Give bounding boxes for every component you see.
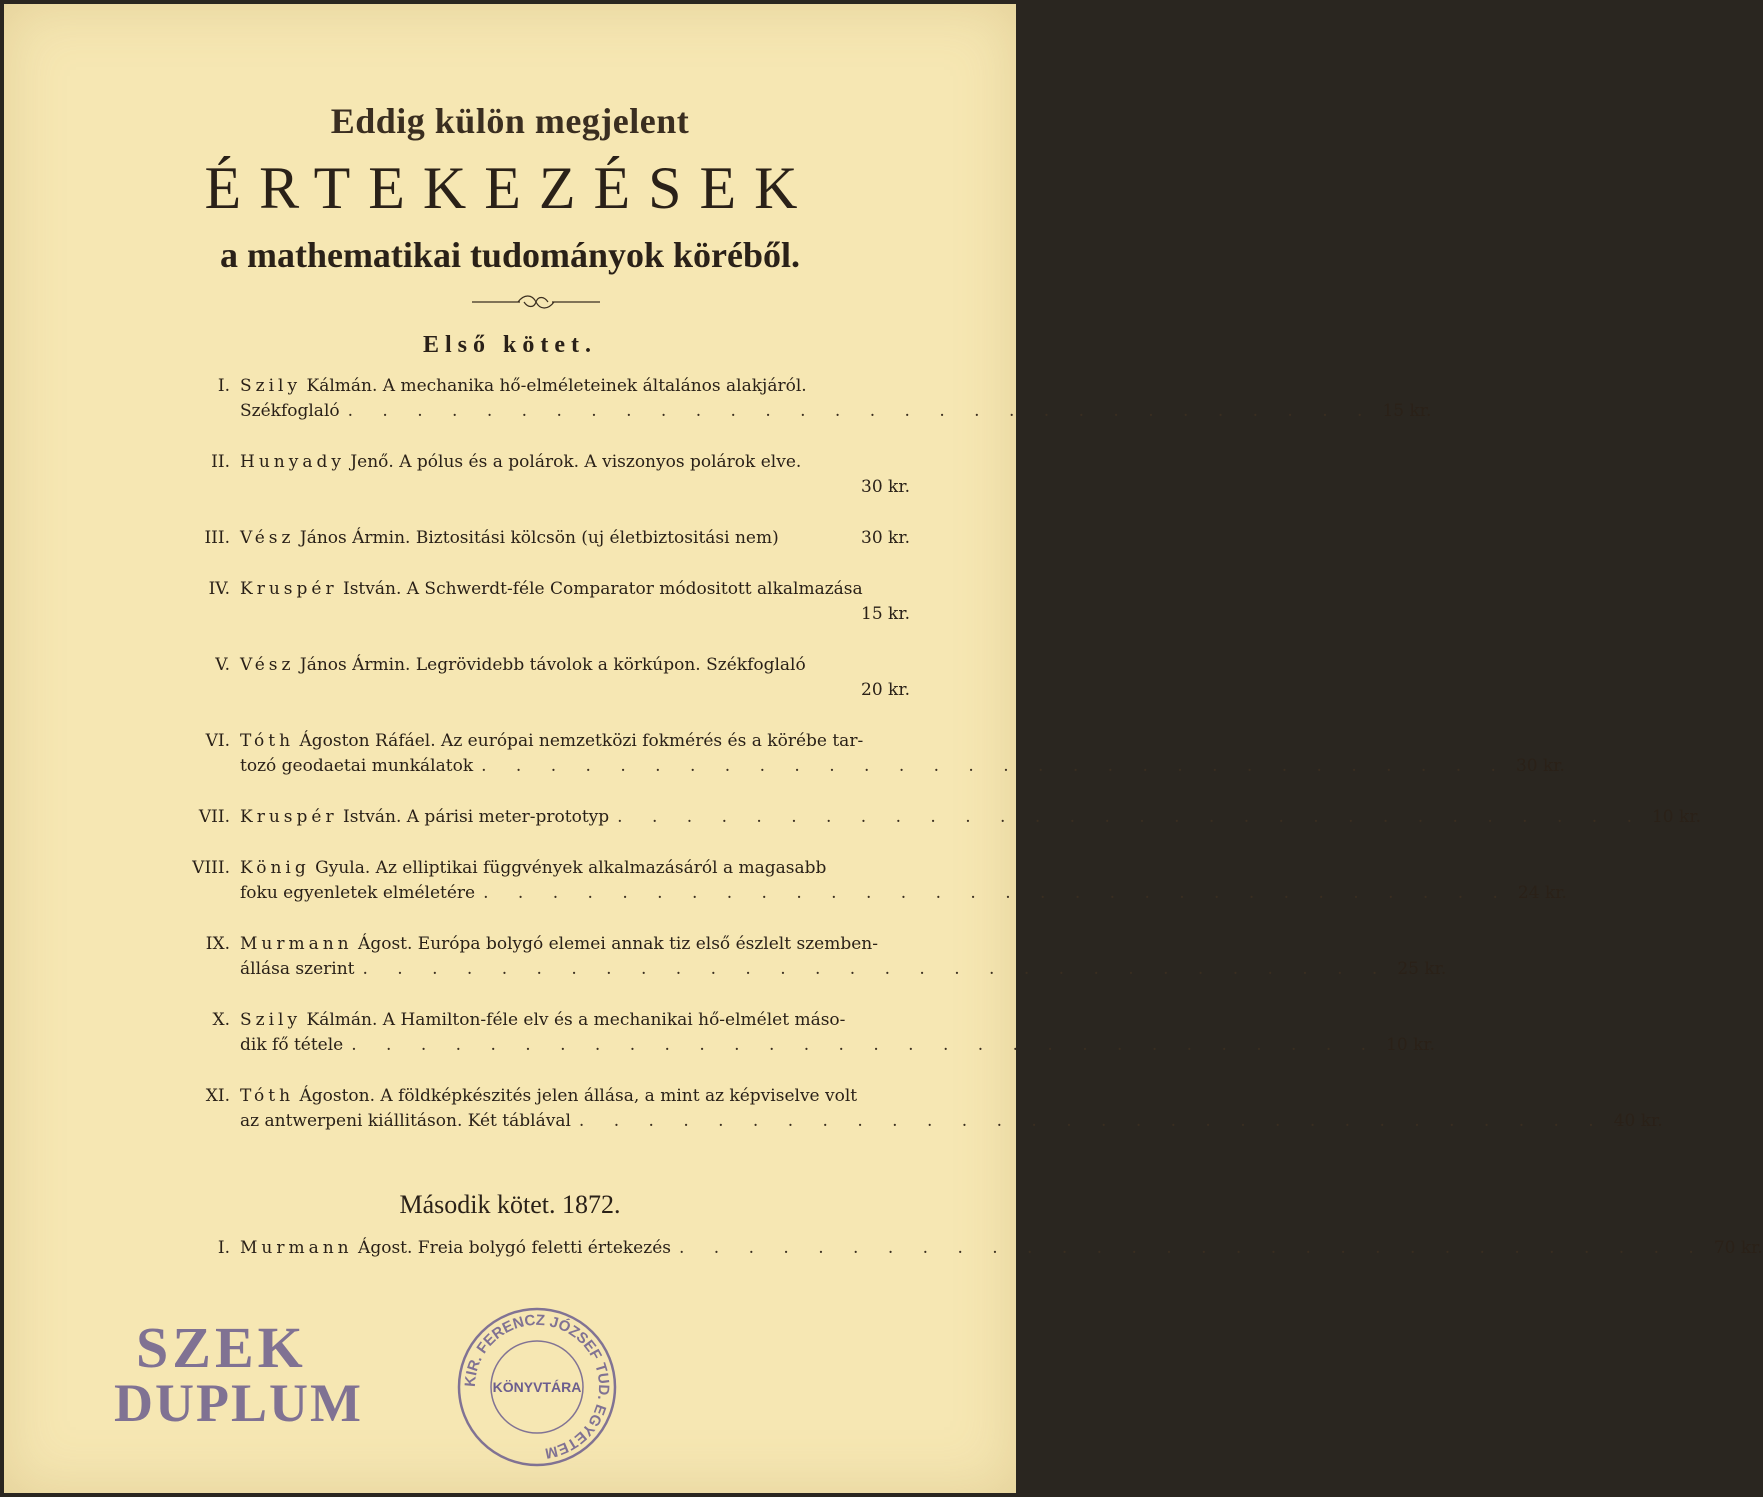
entry-body	[240, 577, 910, 627]
entry-line	[240, 1008, 910, 1033]
entry-item	[204, 374, 1432, 424]
entry-price: 70 kr.	[1713, 1238, 1763, 1258]
leader-dots: . . . . . . . . . . . . . . . . . . . . . . . . . . . . . .	[347, 401, 1375, 421]
entry-numeral: X.	[212, 1010, 230, 1030]
entry-line	[240, 1033, 1436, 1058]
entry-line	[240, 399, 1432, 424]
entry-numeral: III.	[204, 528, 230, 548]
subtitle: a mathematikai tudományok köréből.	[219, 235, 801, 275]
entry-line	[240, 957, 1447, 982]
entry-body	[240, 1008, 1436, 1058]
entry-text-wrap	[240, 653, 806, 678]
entry-item	[204, 450, 910, 500]
entry-title-text: János Ármin. Biztositási kölcsön (uj életbiztositási nem)	[299, 528, 779, 548]
entry-price: 40 kr.	[1613, 1111, 1663, 1131]
leader-dots: . . . . . . . . . . . . . . . . . . . . . . . . . . . . . .	[351, 1035, 1379, 1055]
entry-body	[240, 1084, 1663, 1134]
entry-author: Vész	[240, 528, 295, 548]
entry-text-wrap	[240, 1236, 671, 1261]
entry-author: Kruspér	[240, 807, 338, 827]
entry-title-text: Gyula. Az elliptikai függvények alkalmazásáról a magasabb	[315, 858, 827, 878]
entry-price: 10 kr.	[1651, 807, 1701, 827]
entry-item	[204, 526, 910, 551]
entry-price: 15 kr.	[861, 604, 910, 624]
entry-author: Szily	[240, 1010, 302, 1030]
entry-item	[204, 1008, 1436, 1058]
entry-title-text: állása szerint	[240, 959, 355, 979]
leader-dots: . . . . . . . . . . . . . . . . . . . . . . . . . . . . . .	[678, 1238, 1706, 1258]
entry-numeral: VII.	[198, 807, 230, 827]
entry-line	[240, 1236, 1763, 1261]
entry-line	[240, 805, 1701, 830]
seal-center-text: KÖNYVTÁRA	[492, 1379, 582, 1395]
entry-title-text: Ágost. Európa bolygó elemei annak tiz első észlelt szemben-	[358, 934, 878, 954]
document-page	[4, 4, 1763, 1493]
entry-body	[240, 856, 1567, 906]
entry-item	[198, 805, 1701, 830]
volume2-entries	[204, 1236, 1763, 1287]
entry-line	[240, 754, 1565, 779]
entry-text-wrap	[240, 754, 473, 779]
entry-text-wrap	[240, 450, 801, 475]
entry-body	[240, 653, 910, 703]
entry-item	[204, 932, 1447, 982]
entry-title-text: János Ármin. Legrövidebb távolok a körkúpon. Székfoglaló	[299, 655, 806, 675]
entry-text-wrap	[240, 577, 863, 602]
entry-price: 20 kr.	[861, 680, 910, 700]
entry-body	[240, 450, 910, 500]
entry-numeral: VI.	[205, 731, 230, 751]
entry-numeral: XI.	[205, 1086, 230, 1106]
entry-body	[240, 729, 1565, 779]
duplicate-stamp	[114, 1314, 363, 1444]
entry-title-text: Kálmán. A Hamilton-féle elv és a mechanikai hő-elmélet máso-	[306, 1010, 846, 1030]
main-title: ÉRTEKEZÉSEK	[204, 155, 816, 221]
entry-line	[240, 450, 910, 475]
entry-price: 10 kr.	[1386, 1035, 1436, 1055]
entry-text-wrap	[240, 1084, 857, 1109]
entry-author: Murmann	[240, 934, 353, 954]
entry-line	[240, 577, 910, 602]
entry-title-text: tozó geodaetai munkálatok	[240, 756, 474, 776]
entry-title-text: Jenő. A pólus és a polárok. A viszonyos polárok elve.	[350, 452, 802, 472]
entry-title-text: foku egyenletek elméletére	[240, 883, 476, 903]
entry-author: Hunyady	[240, 452, 345, 472]
entry-line	[240, 881, 1567, 906]
intro-heading: Eddig külön megjelent	[330, 101, 690, 141]
entry-line	[240, 1109, 1663, 1134]
entry-numeral: I.	[217, 376, 230, 396]
entry-title-text: Székfoglaló	[240, 401, 340, 421]
entry-title-text: István. A párisi meter-prototyp	[342, 807, 610, 827]
entry-text-wrap	[240, 526, 779, 551]
entry-line	[240, 729, 910, 754]
entry-text-wrap	[240, 805, 609, 830]
seal-outer-text: KIR. FERENCZ JÓZSEF TUD. EGYETEM	[461, 1311, 613, 1462]
entry-line	[240, 932, 910, 957]
entry-item	[204, 577, 910, 627]
entry-text-wrap	[240, 932, 878, 957]
entry-line	[240, 526, 910, 551]
entry-author: Szily	[240, 376, 302, 396]
entry-item	[204, 653, 910, 703]
entry-text-wrap	[240, 957, 355, 982]
entry-price: 24 kr.	[1517, 883, 1567, 903]
entry-price: 25 kr.	[1397, 959, 1447, 979]
entry-item	[192, 856, 1567, 906]
entry-item	[204, 729, 1565, 779]
library-seal-stamp	[452, 1302, 622, 1472]
entry-numeral: I.	[217, 1238, 230, 1258]
entry-body	[240, 526, 910, 551]
entry-numeral: II.	[211, 452, 230, 472]
entry-item	[204, 1236, 1763, 1261]
entry-body	[240, 932, 1447, 982]
entry-title-text: Ágoston Ráfáel. Az európai nemzetközi fokmérés és a körébe tar-	[299, 731, 864, 751]
entry-author: Murmann	[240, 1238, 353, 1258]
leader-dots: . . . . . . . . . . . . . . . . . . . . . . . . . . . . . .	[578, 1111, 1606, 1131]
entry-line	[240, 653, 910, 678]
entry-title-text: az antwerpeni kiállitáson. Két táblával	[240, 1111, 571, 1131]
leader-dots: . . . . . . . . . . . . . . . . . . . . . . . . . . . . . .	[481, 756, 1508, 776]
leader-dots: . . . . . . . . . . . . . . . . . . . . . . . . . . . . . .	[483, 883, 1510, 903]
entry-title-text: Ágoston. A földképkészités jelen állása, a mint az képviselve volt	[299, 1086, 858, 1106]
entry-text-wrap	[240, 1033, 343, 1058]
entry-numeral: VIII.	[192, 858, 230, 878]
entry-item	[204, 1084, 1663, 1134]
entry-price: 30 kr.	[861, 477, 910, 497]
leader-dots: . . . . . . . . . . . . . . . . . . . . . . . . . . . . . .	[617, 807, 1644, 827]
ornament-divider-icon	[472, 292, 600, 312]
entry-author: Vész	[240, 655, 295, 675]
entry-text-wrap	[240, 399, 340, 424]
volume1-entries	[192, 374, 1701, 1160]
entry-price: 30 kr.	[861, 528, 910, 548]
duplicate-stamp-line2: DUPLUM	[114, 1373, 363, 1433]
entry-numeral: IX.	[205, 934, 230, 954]
entry-author: Tóth	[240, 731, 295, 751]
entry-line	[240, 856, 910, 881]
entry-text-wrap	[240, 1008, 845, 1033]
entry-price: 15 kr.	[1382, 401, 1432, 421]
entry-title-text: István. A Schwerdt-féle Comparator módositott alkalmazása	[342, 579, 863, 599]
leader-dots: . . . . . . . . . . . . . . . . . . . . . . . . . . . . . .	[362, 959, 1390, 979]
entry-text-wrap	[240, 1109, 571, 1134]
entry-text-wrap	[240, 374, 807, 399]
entry-title-text: dik fő tétele	[240, 1035, 344, 1055]
entry-line	[240, 374, 910, 399]
entry-title-text: Kálmán. A mechanika hő-elméleteinek általános alakjáról.	[306, 376, 807, 396]
entry-title-text: Ágost. Freia bolygó feletti értekezés	[358, 1238, 671, 1258]
volume1-title: Első kötet.	[423, 332, 597, 358]
entry-text-wrap	[240, 856, 826, 881]
entry-body	[240, 1236, 1763, 1261]
entry-numeral: IV.	[208, 579, 230, 599]
entry-author: König	[240, 858, 310, 878]
duplicate-stamp-line1: SZEK	[136, 1315, 307, 1380]
entry-author: Kruspér	[240, 579, 338, 599]
entry-body	[240, 374, 1432, 424]
volume2-title: Második kötet. 1872.	[399, 1190, 621, 1219]
entry-text-wrap	[240, 729, 863, 754]
entry-author: Tóth	[240, 1086, 295, 1106]
entry-text-wrap	[240, 881, 475, 906]
entry-numeral: V.	[215, 655, 230, 675]
entry-line	[240, 1084, 910, 1109]
entry-price: 30 kr.	[1515, 756, 1565, 776]
entry-body	[240, 805, 1701, 830]
